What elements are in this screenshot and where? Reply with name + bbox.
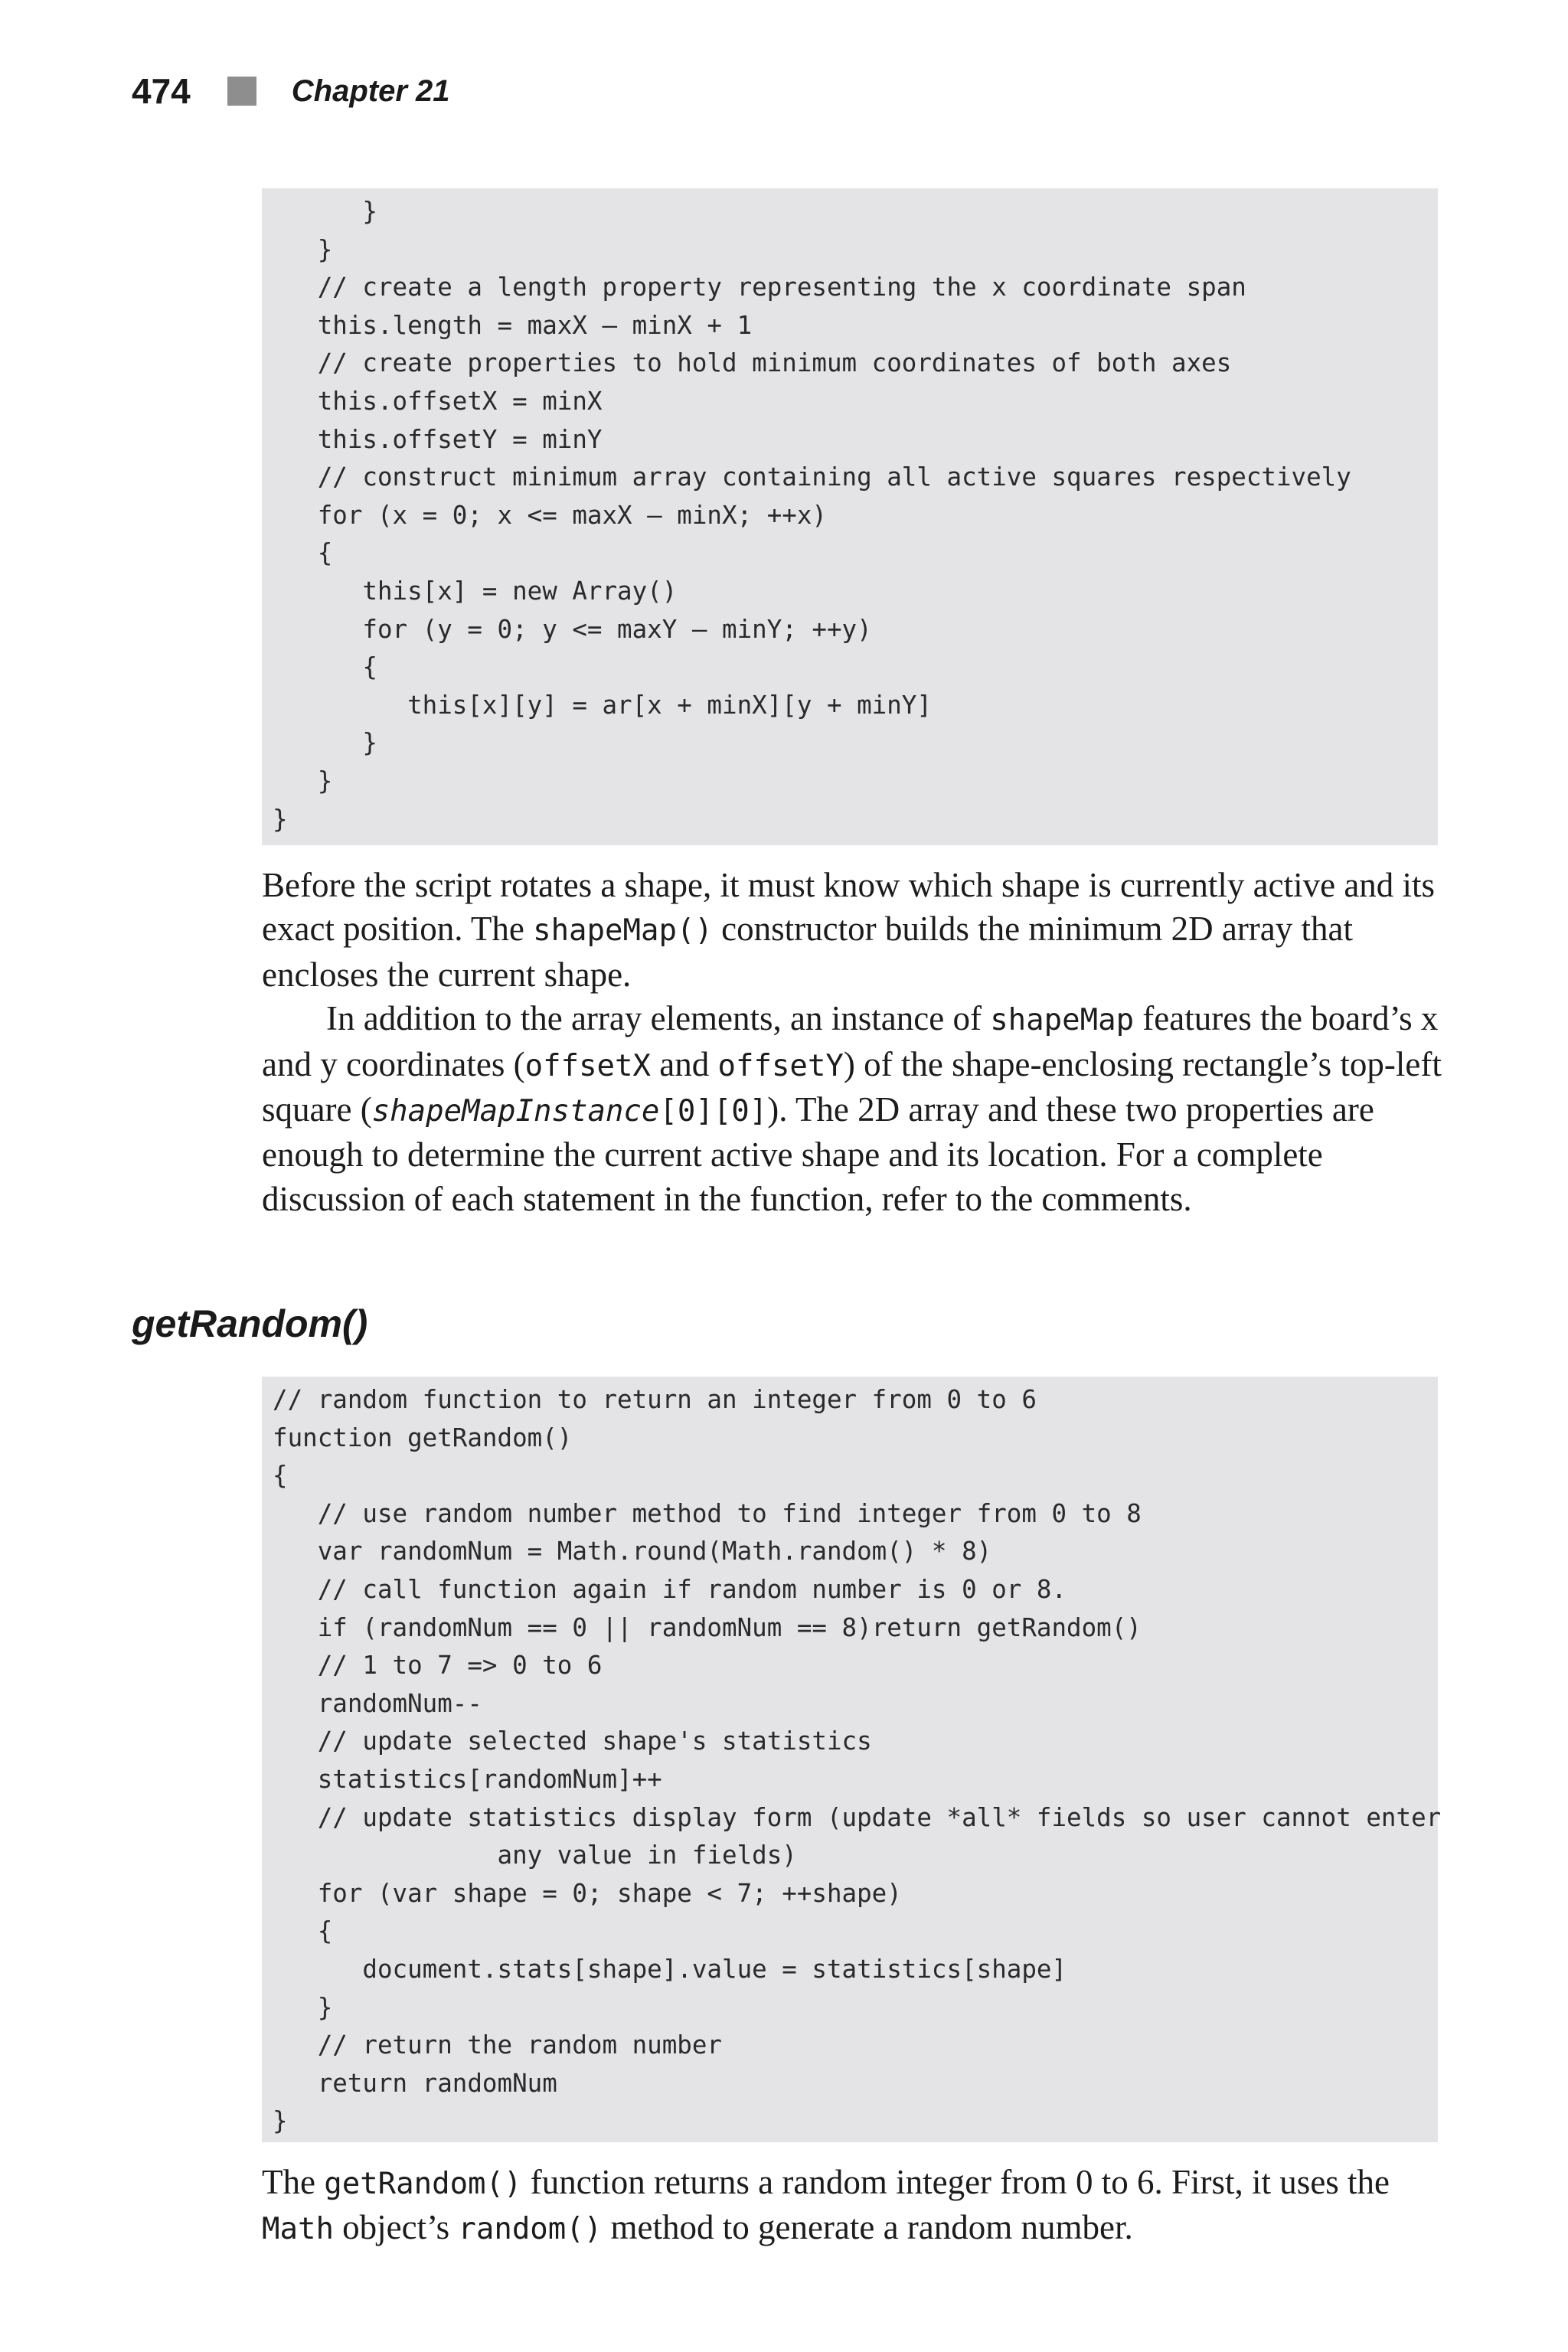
chapter-label: Chapter 21 <box>291 74 450 108</box>
body-text-lower <box>262 2161 1456 2252</box>
paragraph-getrandom-description <box>262 2161 1456 2252</box>
header-square-marker <box>227 77 256 106</box>
text-run: function returns a random integer from 0 to 6. First, it uses the <box>521 2163 1390 2201</box>
body-text-upper <box>262 864 1456 1221</box>
paragraph-shapemap-intro <box>262 864 1456 997</box>
inline-code: Math <box>262 2212 334 2247</box>
inline-code-italic: shapeMapInstance <box>371 1094 660 1129</box>
text-run: and <box>651 1044 718 1083</box>
code-listing-shapemap <box>262 188 1438 845</box>
text-run: method to generate a random number. <box>602 2208 1133 2247</box>
text-run: features the board’s x and y coordinates ( <box>262 999 1439 1083</box>
page-header <box>132 70 450 112</box>
inline-code: offsetY <box>717 1048 844 1083</box>
text-run: ). The 2D array and these two properties are enough to determine the current active shape and its location. For a complete discussion of each statement in the function, refer to the comments. <box>262 1090 1374 1218</box>
inline-code: offsetX <box>524 1048 652 1083</box>
code-listing-text: // random function to return an integer from 0 to 6 function getRandom() { // use random number method to find integer from 0 to 8 var randomNum = Math.round(Math.random() * 8) // call function again if random number is 0 or 8. if (randomNum == 0 || randomNum == 8)return getRandom() // 1 to 7 => 0 to 6 randomNum-- // update selected shape's statistics statistics[randomNum]++ // update statistics display form (update *all* fields so user cannot enter any value in fields) for (var shape = 0; shape < 7; ++shape) { document.stats[shape].value = statistics[shape] } // return the random number return randomNum } <box>273 1385 1442 2136</box>
text-run: Before the script rotates a shape, it must know which shape is currently active and its exact position. The <box>262 866 1436 949</box>
text-run: object’s <box>333 2208 459 2247</box>
inline-code: random() <box>458 2212 603 2247</box>
inline-code: shapeMap <box>990 1003 1135 1038</box>
inline-code: [0][0] <box>659 1094 768 1129</box>
inline-code: getRandom() <box>324 2167 522 2201</box>
page-number: 474 <box>132 71 191 111</box>
text-run: constructor builds the minimum 2D array that encloses the current shape. <box>262 910 1353 994</box>
code-listing-getrandom <box>262 1377 1442 2142</box>
text-run: In addition to the array elements, an instance of <box>326 999 991 1038</box>
text-run: ) of the shape-enclosing rectangle’s top-left square ( <box>262 1044 1442 1129</box>
text-run: The <box>262 2163 325 2201</box>
code-listing-text: } } // create a length property representing the x coordinate span this.length = maxX – minX + 1 // create properties to hold minimum coordinates of both axes this.offsetX = minX this.offsetY = minY // construct minimum array containing all active squares respectively for (x = 0; x <= maxX – minX; ++x) { this[x] = new Array() for (y = 0; y <= maxY – minY; ++y) { this[x][y] = ar[x + minX][y + minY] } } } <box>273 197 1351 834</box>
paragraph-shapemap-properties <box>262 997 1456 1221</box>
inline-code: shapeMap() <box>533 913 713 949</box>
section-heading: getRandom() <box>132 1302 368 1345</box>
